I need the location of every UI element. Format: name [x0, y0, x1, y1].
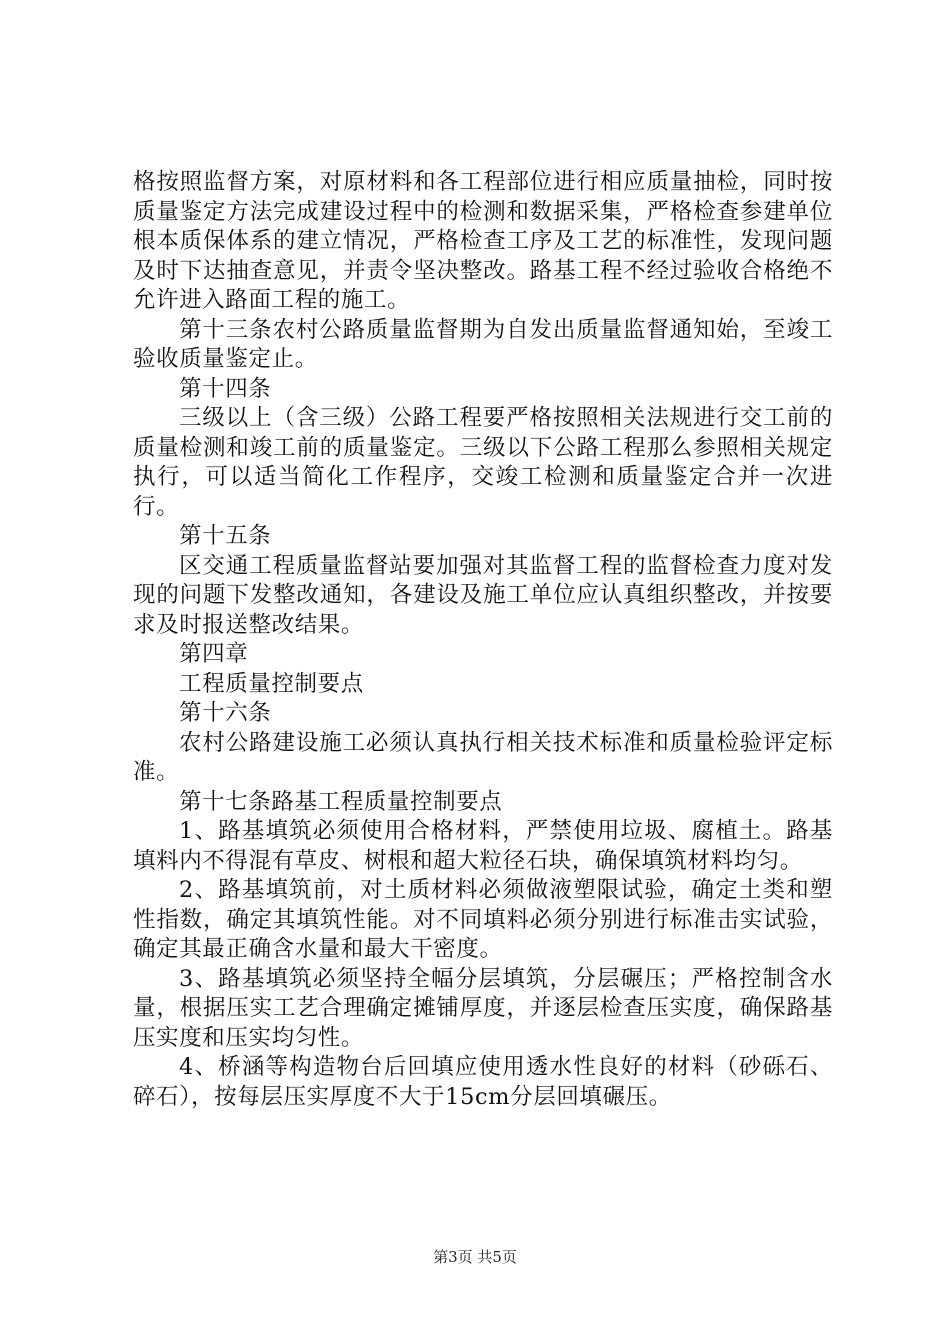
- list-item-1: 1、路基填筑必须使用合格材料，严禁使用垃圾、腐植土。路基填料内不得混有草皮、树根和超大粒径石块，确保填筑材料均匀。: [133, 818, 833, 874]
- document-body: [133, 168, 833, 1112]
- list-item-4: 4、桥涵等构造物台后回填应使用透水性良好的材料（砂砾石、碎石），按每层压实厚度不大于15cm分层回填碾压。: [133, 1054, 833, 1110]
- heading-chapter-4: 第四章: [179, 641, 249, 667]
- heading-chapter-4-title: 工程质量控制要点: [179, 670, 364, 697]
- paragraph-article-14-body: 三级以上（含三级）公路工程要严格按照相关法规进行交工前的质量检测和竣工前的质量鉴定。三级以下公路工程那么参照相关规定执行，可以适当简化工作程序，交竣工检测和质量鉴定合并一次进行。: [133, 405, 833, 520]
- page-number-footer: 第3页 共5页: [433, 1248, 517, 1266]
- list-item-3: 3、路基填筑必须坚持全幅分层填筑，分层碾压；严格控制含水量，根据压实工艺合理确定摊铺厚度，并逐层检查压实度，确保路基压实度和压实均匀性。: [133, 965, 833, 1051]
- heading-article-15: 第十五条: [179, 523, 272, 549]
- heading-article-16: 第十六条: [179, 700, 272, 726]
- list-item-2: 2、路基填筑前，对土质材料必须做液塑限试验，确定土类和塑性指数，确定其填筑性能。对不同填料必须分别进行标准击实试验，确定其最正确含水量和最大干密度。: [133, 877, 833, 962]
- paragraph-continuation: 格按照监督方案，对原材料和各工程部位进行相应质量抽检，同时按质量鉴定方法完成建设过程中的检测和数据采集，严格检查参建单位根本质保体系的建立情况，严格检查工序及工艺的标准性，发现问题及时下达抽查意见，并责令坚决整改。路基工程不经过验收合格绝不允许进入路面工程的施工。: [133, 169, 833, 313]
- heading-article-14: 第十四条: [179, 375, 272, 402]
- paragraph-article-15-body: 区交通工程质量监督站要加强对其监督工程的监督检查力度对发现的问题下发整改通知，各建设及施工单位应认真组织整改，并按要求及时报送整改结果。: [133, 552, 833, 638]
- paragraph-article-16-body: 农村公路建设施工必须认真执行相关技术标准和质量检验评定标准。: [133, 729, 833, 785]
- heading-article-17: 第十七条路基工程质量控制要点: [179, 788, 503, 815]
- paragraph-article-13: 第十三条农村公路质量监督期为自发出质量监督通知始，至竣工验收质量鉴定止。: [133, 316, 833, 372]
